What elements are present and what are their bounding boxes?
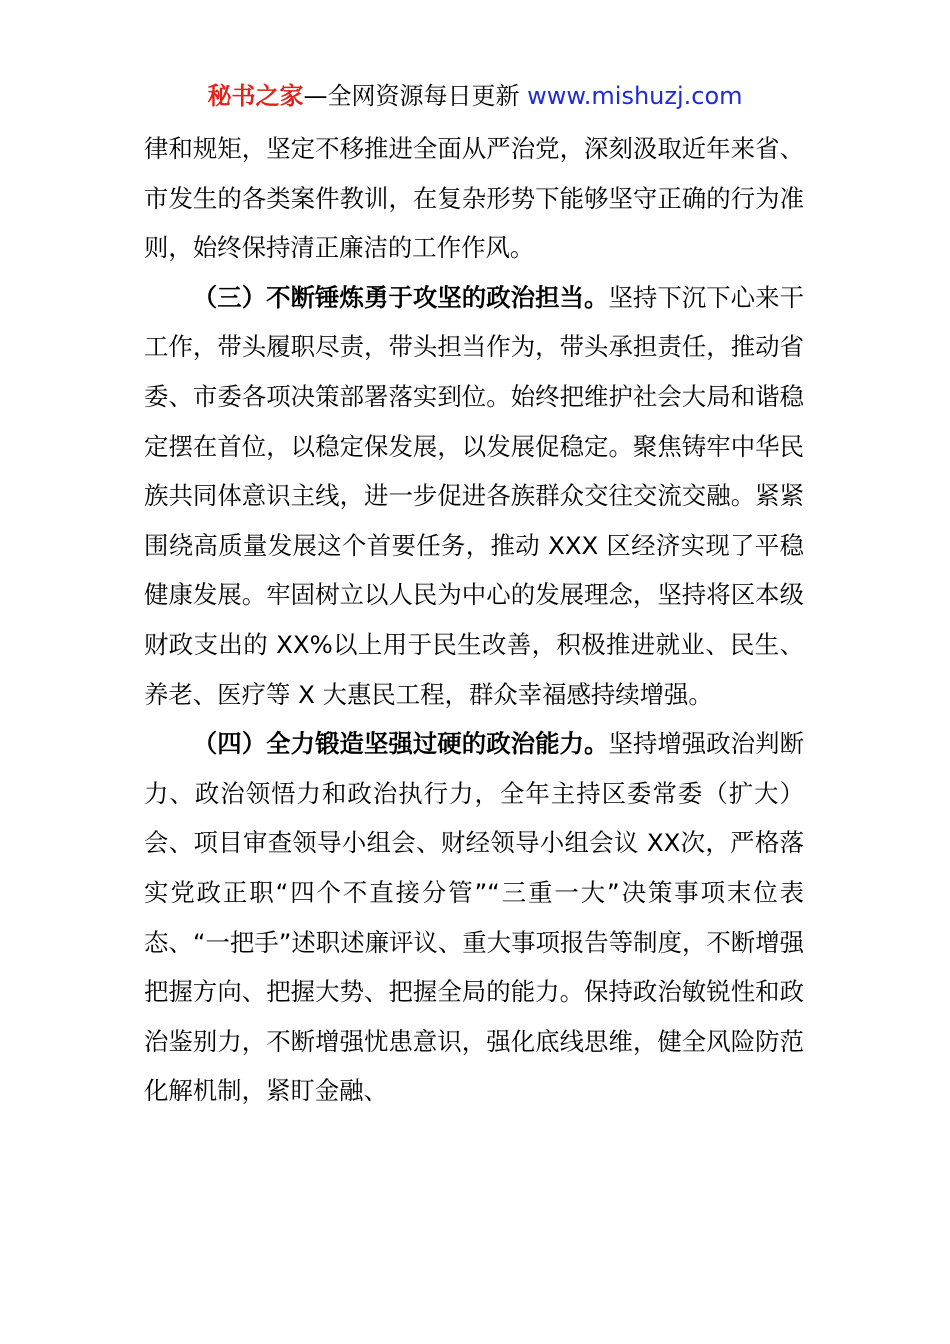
paragraph-section-three [144,273,804,719]
paragraph-text: 律和规矩，坚定不移推进全面从严治党，深刻汲取近年来省、市发生的各类案件教训，在复杂形势下能够坚守正确的行为准则，始终保持清正廉洁的工作作风。 [144,134,804,263]
section-heading: （四）全力锻造坚强过硬的政治能力。 [192,729,609,759]
document-body [144,124,804,1116]
paragraph-text: 坚持增强政治判断力、政治领悟力和政治执行力，全年主持区委常委（扩大）会、项目审查领导小组会、财经领导小组会议 XX次，严格落实党政正职“四个不直接分管”“三重一大”决策事项末位表态、“一把手”述职述廉评议、重大事项报告等制度，不断增强把握方向、把握大势、把握全局的能力。保持政治敏锐性和政治鉴别力，不断增强忧患意识，强化底线思维，健全风险防范化解机制，紧盯金融、 [144,729,804,1106]
paragraph-text: 坚持下沉下心来干工作，带头履职尽责，带头担当作为，带头承担责任，推动省委、市委各项决策部署落实到位。始终把维护社会大局和谐稳定摆在首位，以稳定保发展，以发展促稳定。聚焦铸牢中华民族共同体意识主线，进一步促进各族群众交往交流交融。紧紧围绕高质量发展这个首要任务，推动 XXX 区经济实现了平稳健康发展。牢固树立以人民为中心的发展理念，坚持将区本级财政支出的 XX%以上用于民生改善，积极推进就业、民生、养老、医疗等 X 大惠民工程，群众幸福感持续增强。 [144,282,804,709]
site-header [0,80,950,112]
section-heading: （三）不断锤炼勇于攻坚的政治担当。 [192,282,609,312]
paragraph-section-four [144,719,804,1116]
header-tagline: —全网资源每日更新 [303,82,528,110]
brand-name: 秘书之家 [207,82,304,110]
paragraph-continuation [144,124,804,273]
site-url-link[interactable]: www.mishuzj.com [527,82,743,110]
